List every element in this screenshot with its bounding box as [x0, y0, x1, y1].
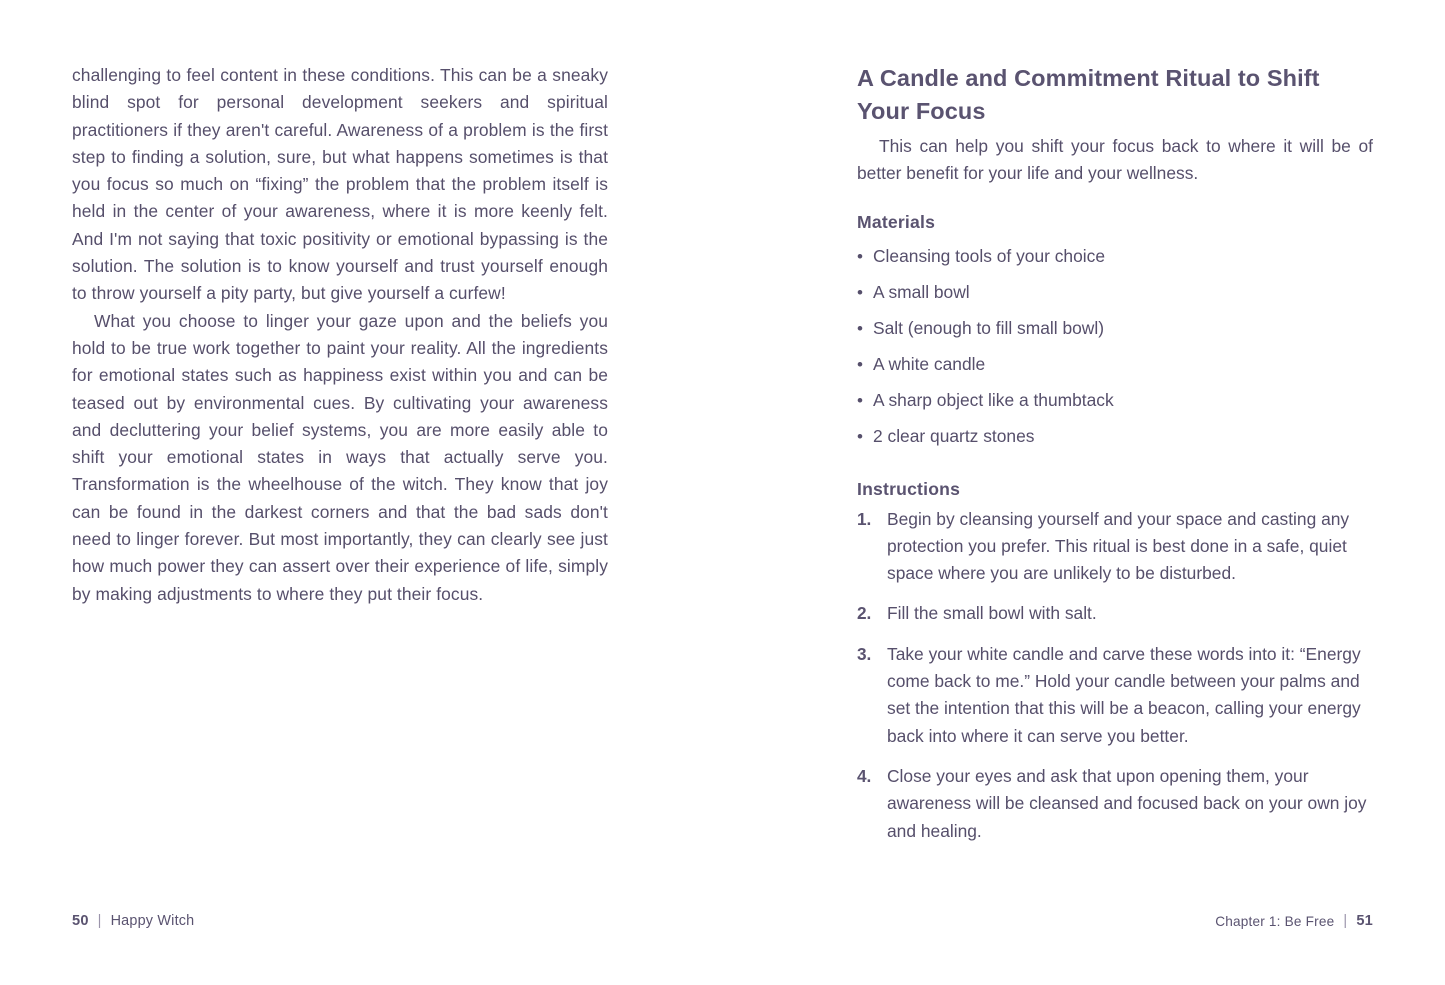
list-item-number: 3. [857, 643, 872, 664]
footer-separator: | [97, 913, 102, 929]
instructions-list [857, 506, 1373, 845]
materials-list [857, 239, 1373, 455]
list-item-number: 2. [857, 603, 872, 624]
bullet-icon: • [857, 319, 863, 339]
bullet-icon: • [857, 391, 863, 411]
list-item [857, 383, 1373, 419]
list-item [857, 600, 1373, 627]
book-title: Happy Witch [110, 913, 195, 929]
footer-right [1215, 913, 1373, 929]
list-item-label: Take your white candle and carve these words into it: “Energy come back to me.” Hold your candle between your palms and set the intention that this will be a beacon, calling your energy back into where it can serve you better. [887, 643, 1361, 746]
list-item [857, 506, 1373, 588]
bullet-icon: • [857, 247, 863, 267]
materials-heading: Materials [857, 211, 936, 232]
footer-left [72, 913, 194, 929]
list-item-label: A small bowl [873, 282, 970, 303]
list-item-label: A sharp object like a thumbtack [873, 390, 1114, 411]
list-item-number: 1. [857, 508, 872, 529]
list-item-label: Cleansing tools of your choice [873, 246, 1106, 267]
list-item-number: 4. [857, 765, 872, 786]
bullet-icon: • [857, 427, 863, 447]
list-item-label: Salt (enough to fill small bowl) [873, 318, 1105, 339]
right-page [722, 0, 1445, 985]
bullet-icon: • [857, 283, 863, 303]
list-item [857, 641, 1373, 750]
list-item [857, 347, 1373, 383]
body-paragraph: What you choose to linger your gaze upon and the beliefs you hold to be true work together to paint your reality. All the ingredients for emotional states such as happiness exist within you and can be teased out by environmental cues. By cultivating your awareness and decluttering your belief systems, you are more easily able to shift your emotional states in ways that actually serve you. Transformation is the wheelhouse of the witch. They know that joy can be found in the darkest corners and that the bad sads don't need to linger forever. But most importantly, they can clearly see just how much power they can assert over their experience of life, simply by making adjustments to where they put their focus. [72, 310, 608, 604]
body-paragraph: challenging to feel content in these conditions. This can be a sneaky blind spot for personal development seekers and spiritual practitioners if they aren't careful. Awareness of a problem is the first step to finding a solution, sure, but what happens sometimes is that you focus so much on “fixing” the problem that the problem itself is held in the center of your awareness, where it is more keenly felt. And I'm not saying that toxic positivity or emotional bypassing is the solution. The solution is to know yourself and trust yourself enough to throw yourself a pity party, but give yourself a curfew! [72, 65, 608, 304]
chapter-title: Chapter 1: Be Free [1215, 913, 1335, 929]
left-page [0, 0, 722, 985]
list-item [857, 763, 1373, 845]
list-item [857, 239, 1373, 275]
list-item [857, 419, 1373, 455]
list-item [857, 275, 1373, 311]
page-number: 50 [72, 913, 89, 929]
footer-separator: | [1343, 913, 1348, 929]
list-item-label: Begin by cleansing yourself and your space and casting any protection you prefer. This ritual is best done in a safe, quiet space where you are unlikely to be disturbed. [887, 508, 1350, 584]
list-item-label: Close your eyes and ask that upon opening them, your awareness will be cleansed and focused back on your own joy and healing. [887, 765, 1367, 841]
page-number: 51 [1356, 913, 1373, 929]
list-item [857, 311, 1373, 347]
list-item-label: 2 clear quartz stones [873, 426, 1035, 447]
section-title: A Candle and Commitment Ritual to Shift Your Focus [857, 65, 1320, 124]
section-intro-paragraph: This can help you shift your focus back to where it will be of better benefit for your life and your wellness. [857, 136, 1373, 184]
bullet-icon: • [857, 355, 863, 375]
instructions-heading: Instructions [857, 478, 961, 499]
list-item-label: A white candle [873, 354, 986, 375]
list-item-label: Fill the small bowl with salt. [887, 603, 1097, 624]
